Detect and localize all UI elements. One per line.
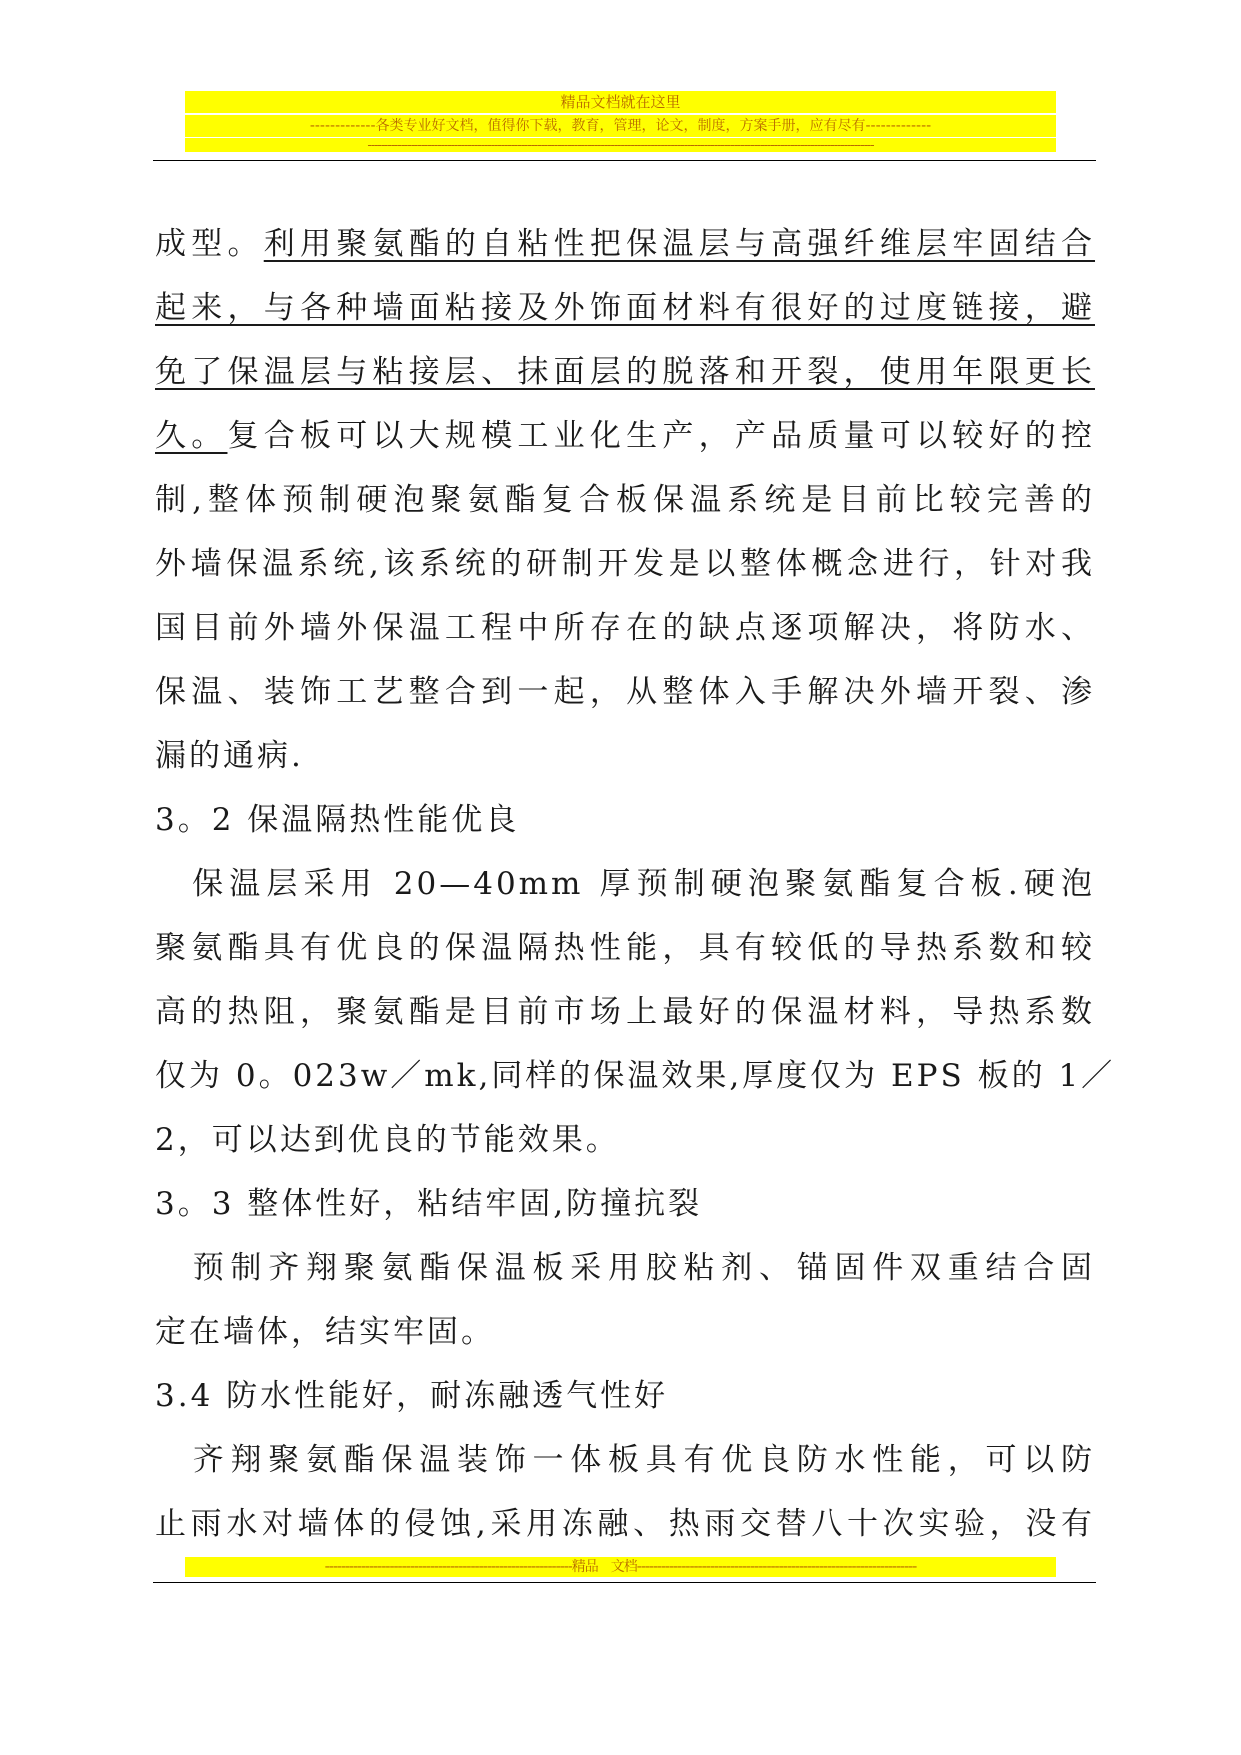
body-line-5: 制,整体预制硬泡聚氨酯复合板保温系统是目前比较完善的 [155,482,1095,518]
footer-rule [153,1582,1096,1583]
body-line-1 [155,220,1095,268]
body-line-13: 仅为 0。023w／mk,同样的保温效果,厚度仅为 EPS 板的 1／ [155,1058,1116,1094]
body-line-7: 国目前外墙外保温工程中所存在的缺点逐项解决，将防水、 [155,610,1095,646]
section-heading-3-3: 3。3 整体性好，粘结牢固,防撞抗裂 [155,1186,703,1222]
body-line-16: 定在墙体，结实牢固。 [155,1314,495,1350]
body-text: 复合板可以大规模工业化生产，产品质量可以较好的控 [227,418,1096,454]
body-line-9: 漏的通病. [155,738,304,774]
header-rule [153,160,1096,161]
body-line-6: 外墙保温系统,该系统的研制开发是以整体概念进行，针对我 [155,546,1095,582]
underlined-text: 久。 [155,418,228,454]
body-line-15: 预制齐翔聚氨酯保温板采用胶粘剂、锚固件双重结合固 [155,1250,1095,1286]
body-line-17: 齐翔聚氨酯保温装饰一体板具有优良防水性能，可以防 [155,1442,1095,1478]
body-line-4 [155,412,1095,460]
underlined-text: 利用聚氨酯的自粘性把保温层与高强纤维层牢固结合 [263,226,1096,262]
body-line-18: 止雨水对墙体的侵蚀,采用冻融、热雨交替八十次实验，没有 [155,1506,1095,1542]
footer-banner: -------------------------------------------------------------精品 文档--------------------------------------------------------------------- [185,1557,1056,1577]
body-line-11: 聚氨酯具有优良的保温隔热性能，具有较低的导热系数和较 [155,930,1095,966]
section-heading-3-2: 3。2 保温隔热性能优良 [155,802,520,838]
body-text: 成型。 [155,226,264,262]
body-line-8: 保温、装饰工艺整合到一起，从整体入手解决外墙开裂、渗 [155,674,1095,710]
header-dash-line: -------------------------------------------------------------------------------------------------------------------------------------------------------- [185,138,1056,152]
body-line-12: 高的热阻，聚氨酯是目前市场上最好的保温材料，导热系数 [155,994,1095,1030]
body-line-3: 免了保温层与粘接层、抹面层的脱落和开裂，使用年限更长 [155,354,1095,390]
body-line-10: 保温层采用 20—40mm 厚预制硬泡聚氨酯复合板.硬泡 [155,866,1095,902]
body-line-2: 起来，与各种墙面粘接及外饰面材料有很好的过度链接，避 [155,290,1095,326]
section-heading-3-4: 3.4 防水性能好，耐冻融透气性好 [155,1378,669,1414]
header-title: 精品文档就在这里 [185,91,1056,113]
header-tagline: -------------各类专业好文档，值得你下载，教育，管理，论文，制度，方案手册，应有尽有------------- [185,115,1056,137]
body-line-14: 2，可以达到优良的节能效果。 [155,1122,620,1158]
